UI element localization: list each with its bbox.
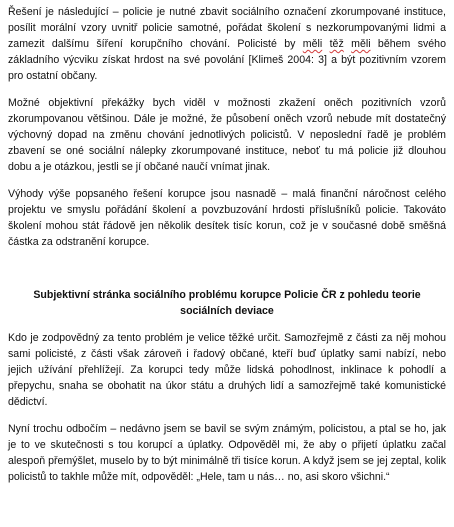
paragraph-solution: [8, 4, 446, 84]
misspelled-word: těž: [329, 38, 344, 50]
paragraph-anecdote: Nyní trochu odbočím – nedávno jsem se bavil se svým známým, policistou, a ptal se ho, jak je to ve skutečnosti s tou korupcí a úplatky. Odpověděl mi, že aby o přijetí úplatku začal alespoň přemýšlet, muselo by to být minimálně tři tisíce korun. A když jsem se jej zeptal, kolik policistů to takhle může mít, odpověděl: „Hele, tam u nás… no, asi skoro všichni.“: [8, 423, 446, 483]
misspelled-word: měli: [302, 38, 323, 50]
paragraph-solution-space: [322, 38, 329, 50]
section-spacer: [8, 261, 446, 287]
misspelled-word: měli: [351, 38, 371, 50]
paragraph-solution-text: Řešení je následující – policie je nutné zbavit sociálního označení zkorumpované instituce, posílit morální vzory uvnitř policie samotné, pořádat školení s nezkorumpovanými lidmi a zamezit dalšímu šíření korupčního chování. Policisté by: [8, 6, 446, 50]
paragraph-advantages: Výhody výše popsaného řešení korupce jsou nasnadě – malá finanční náročnost celého projektu ve smyslu pořádání školení a povzbuzování hrdosti příslušníků policie. Takováto školení mohou stát řádově jen několik desítek tisíc korun, což je v současné době směšná částka za odstranění korupce.: [8, 188, 446, 248]
section-heading: Subjektivní stránka sociálního problému korupce Policie ČR z pohledu teorie sociálních deviace: [33, 289, 421, 317]
paragraph-responsibility: Kdo je zodpovědný za tento problém je velice těžké určit. Samozřejmě z části za něj mohou sami policisté, z části však zároveň i řadový občané, kteří buď úplatky sami nabízí, nebo jejich užívání přehlížejí. Za korupci tedy může lidská pohodlnost, inklinace k pohodlí a přepychu, snaha se obohatit na úkor státu a druhých lidí a samozřejmě také komunistické dědictví.: [8, 332, 446, 408]
paragraph-solution-end: během svého základního výcviku získat hrdost na své povolání [Klimeš 2004: 3] a být pozitivním vzorem pro ostatní občany.: [8, 38, 446, 82]
paragraph-obstacles: Možné objektivní překážky bych viděl v možnosti zkažení oněch pozitivních vzorů zkorumpovanou většinou. Dále je možné, že působení oněch vzorů nebude mít dostatečný výchovný dopad na změnu chování jednotlivých policistů. V neposlední řadě je problém zbavení se oné sociální nálepky zkorumpované instituce, neboť tu má policie již dlouhou dobu a je otázkou, jestli se jí občané naučí vnímat jinak.: [8, 97, 446, 173]
